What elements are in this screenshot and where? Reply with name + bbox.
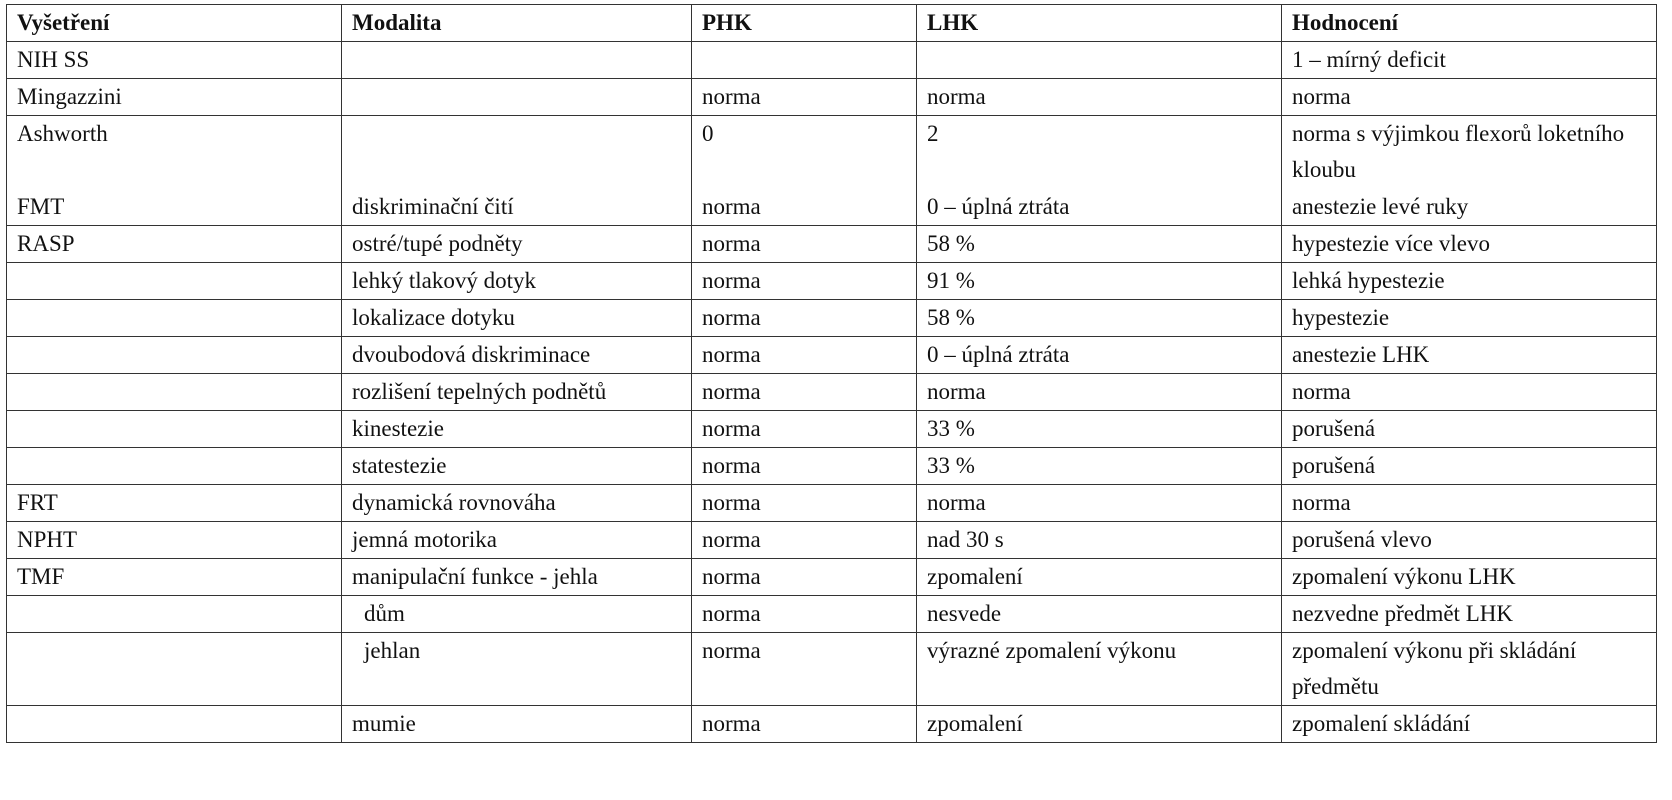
cell-lhk: 58 % — [917, 300, 1282, 337]
cell-hodnoceni: porušená — [1282, 448, 1657, 485]
cell-lhk: zpomalení — [917, 559, 1282, 596]
table-row — [7, 522, 1657, 559]
cell-hodnoceni: zpomalení skládání — [1282, 706, 1657, 743]
cell-modalita: diskriminační čití — [342, 189, 692, 226]
cell-vysetreni: TMF — [7, 559, 342, 596]
cell-phk: norma — [692, 337, 917, 374]
table-row — [7, 189, 1657, 226]
table-row — [7, 485, 1657, 522]
header-lhk: LHK — [917, 5, 1282, 42]
cell-hodnoceni: anestezie LHK — [1282, 337, 1657, 374]
cell-vysetreni — [7, 448, 342, 485]
cell-phk — [692, 42, 917, 79]
cell-phk: norma — [692, 374, 917, 411]
cell-vysetreni — [7, 411, 342, 448]
cell-hodnoceni: norma — [1282, 374, 1657, 411]
cell-phk: norma — [692, 263, 917, 300]
cell-vysetreni: Mingazzini — [7, 79, 342, 116]
cell-lhk: 91 % — [917, 263, 1282, 300]
cell-modalita: kinestezie — [342, 411, 692, 448]
cell-lhk: zpomalení — [917, 706, 1282, 743]
cell-hodnoceni: 1 – mírný deficit — [1282, 42, 1657, 79]
cell-phk: norma — [692, 79, 917, 116]
cell-phk: norma — [692, 559, 917, 596]
cell-vysetreni — [7, 633, 342, 706]
cell-lhk: 33 % — [917, 411, 1282, 448]
table-row — [7, 226, 1657, 263]
cell-hodnoceni: porušená — [1282, 411, 1657, 448]
cell-lhk: 0 – úplná ztráta — [917, 337, 1282, 374]
table-row — [7, 559, 1657, 596]
cell-hodnoceni: norma s výjimkou flexorů loketního kloubu — [1282, 116, 1657, 189]
cell-modalita: mumie — [342, 706, 692, 743]
table-row — [7, 337, 1657, 374]
header-hodnoceni: Hodnocení — [1282, 5, 1657, 42]
cell-vysetreni — [7, 374, 342, 411]
cell-vysetreni: RASP — [7, 226, 342, 263]
cell-phk: norma — [692, 596, 917, 633]
cell-modalita: jehlan — [342, 633, 692, 706]
table-row — [7, 374, 1657, 411]
cell-modalita: manipulační funkce - jehla — [342, 559, 692, 596]
table-row — [7, 300, 1657, 337]
cell-phk: norma — [692, 706, 917, 743]
table-row — [7, 596, 1657, 633]
cell-lhk: norma — [917, 374, 1282, 411]
exam-results-table — [6, 4, 1657, 743]
cell-lhk — [917, 42, 1282, 79]
cell-hodnoceni: norma — [1282, 79, 1657, 116]
cell-modalita: dynamická rovnováha — [342, 485, 692, 522]
cell-vysetreni — [7, 706, 342, 743]
cell-phk: 0 — [692, 116, 917, 189]
cell-hodnoceni: anestezie levé ruky — [1282, 189, 1657, 226]
cell-phk: norma — [692, 485, 917, 522]
cell-lhk: 58 % — [917, 226, 1282, 263]
cell-phk: norma — [692, 633, 917, 706]
table-row — [7, 263, 1657, 300]
cell-vysetreni — [7, 263, 342, 300]
cell-modalita: lehký tlakový dotyk — [342, 263, 692, 300]
cell-vysetreni: NIH SS — [7, 42, 342, 79]
cell-modalita — [342, 79, 692, 116]
cell-hodnoceni: porušená vlevo — [1282, 522, 1657, 559]
table-row — [7, 411, 1657, 448]
cell-hodnoceni: nezvedne předmět LHK — [1282, 596, 1657, 633]
exam-table-container — [6, 4, 1657, 743]
table-row — [7, 116, 1657, 189]
cell-modalita — [342, 42, 692, 79]
table-row — [7, 706, 1657, 743]
cell-vysetreni: FRT — [7, 485, 342, 522]
cell-lhk: norma — [917, 79, 1282, 116]
table-row — [7, 633, 1657, 706]
cell-lhk: 2 — [917, 116, 1282, 189]
cell-lhk: nad 30 s — [917, 522, 1282, 559]
cell-modalita: dům — [342, 596, 692, 633]
cell-phk: norma — [692, 189, 917, 226]
cell-phk: norma — [692, 448, 917, 485]
cell-hodnoceni: lehká hypestezie — [1282, 263, 1657, 300]
cell-vysetreni: NPHT — [7, 522, 342, 559]
cell-lhk: nesvede — [917, 596, 1282, 633]
cell-vysetreni: Ashworth — [7, 116, 342, 189]
cell-phk: norma — [692, 411, 917, 448]
cell-modalita: rozlišení tepelných podnětů — [342, 374, 692, 411]
table-header-row — [7, 5, 1657, 42]
cell-modalita: dvoubodová diskriminace — [342, 337, 692, 374]
cell-vysetreni — [7, 596, 342, 633]
cell-hodnoceni: zpomalení výkonu při skládání předmětu — [1282, 633, 1657, 706]
cell-vysetreni: FMT — [7, 189, 342, 226]
table-row — [7, 79, 1657, 116]
cell-hodnoceni: zpomalení výkonu LHK — [1282, 559, 1657, 596]
table-row — [7, 448, 1657, 485]
cell-hodnoceni: hypestezie — [1282, 300, 1657, 337]
cell-modalita: lokalizace dotyku — [342, 300, 692, 337]
cell-vysetreni — [7, 337, 342, 374]
cell-modalita: ostré/tupé podněty — [342, 226, 692, 263]
cell-phk: norma — [692, 226, 917, 263]
header-phk: PHK — [692, 5, 917, 42]
cell-phk: norma — [692, 522, 917, 559]
cell-lhk: výrazné zpomalení výkonu — [917, 633, 1282, 706]
cell-hodnoceni: hypestezie více vlevo — [1282, 226, 1657, 263]
header-vysetreni: Vyšetření — [7, 5, 342, 42]
cell-vysetreni — [7, 300, 342, 337]
cell-modalita: jemná motorika — [342, 522, 692, 559]
table-row — [7, 42, 1657, 79]
cell-lhk: 0 – úplná ztráta — [917, 189, 1282, 226]
cell-hodnoceni: norma — [1282, 485, 1657, 522]
cell-phk: norma — [692, 300, 917, 337]
cell-lhk: 33 % — [917, 448, 1282, 485]
cell-lhk: norma — [917, 485, 1282, 522]
cell-modalita: statestezie — [342, 448, 692, 485]
cell-modalita — [342, 116, 692, 189]
header-modalita: Modalita — [342, 5, 692, 42]
